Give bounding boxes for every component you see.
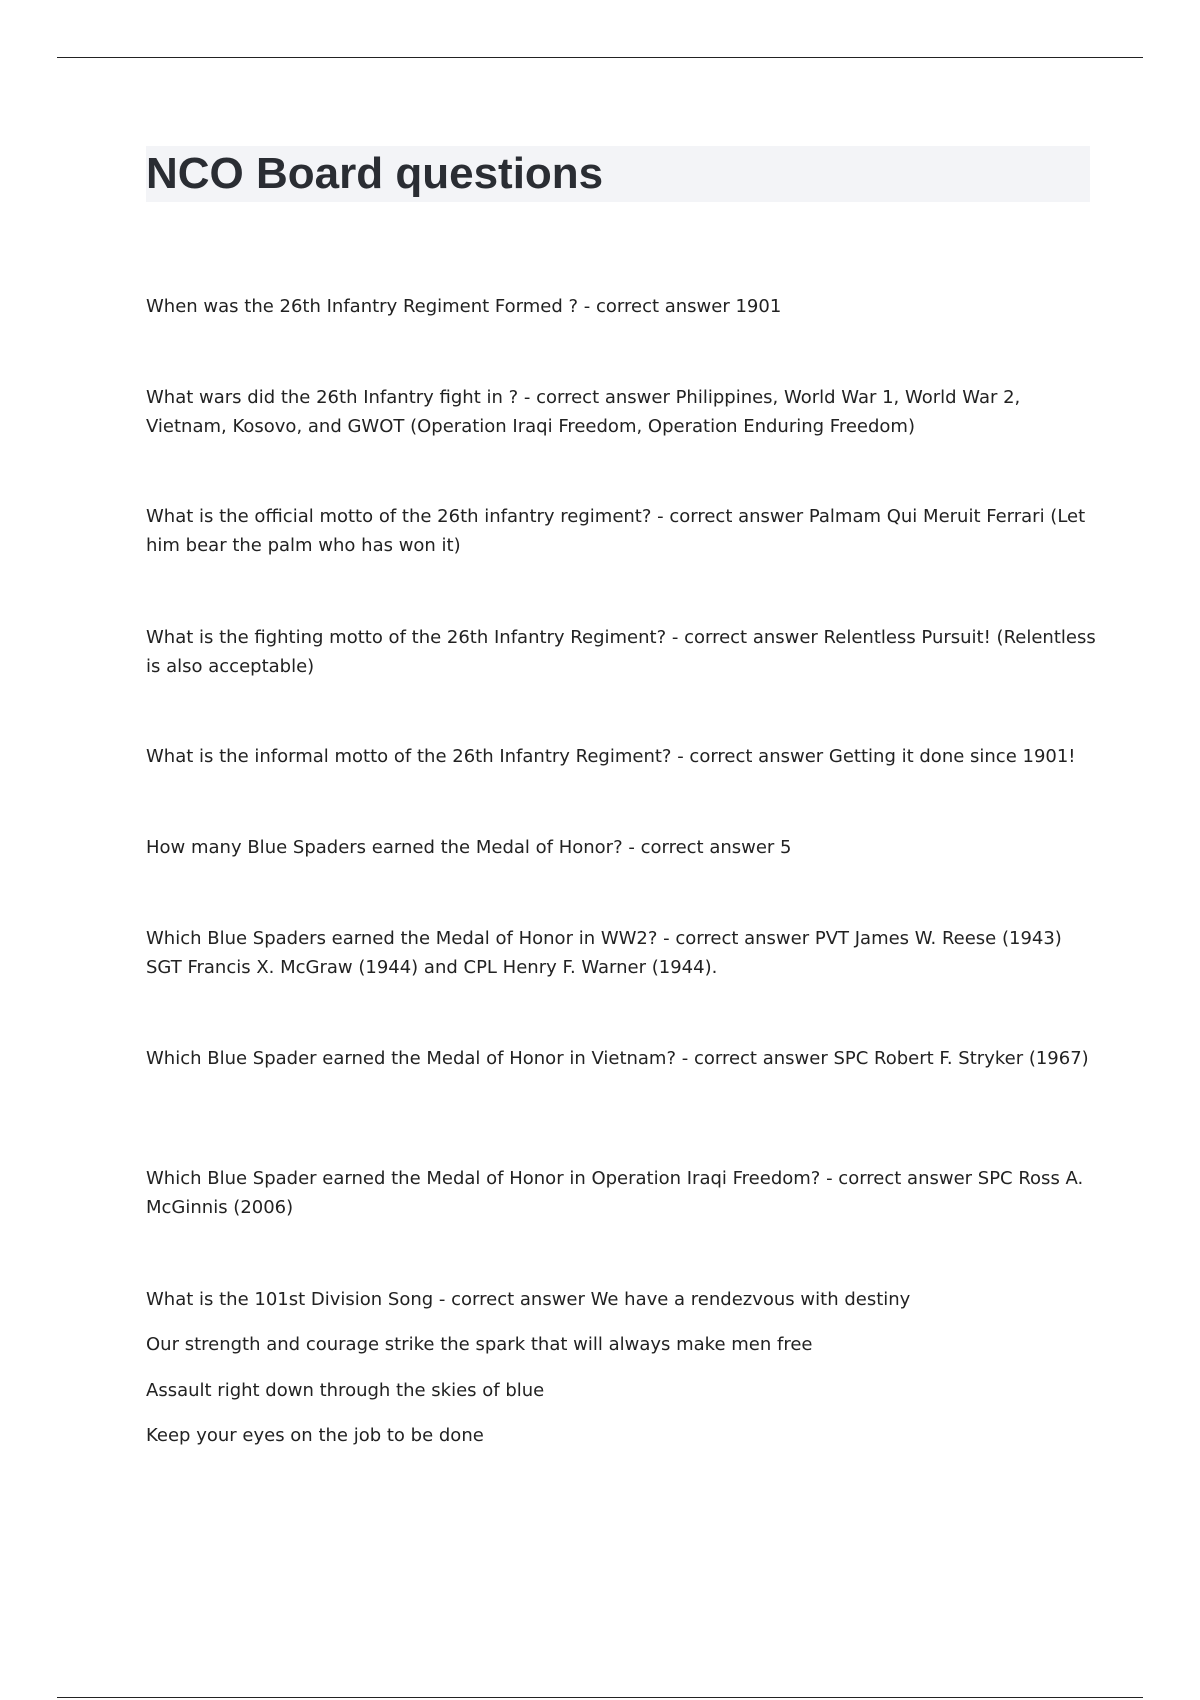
bottom-rule (57, 1697, 1143, 1698)
song-line: Our strength and courage strike the spark that will always make men free (146, 1334, 813, 1355)
qa-item: What is the official motto of the 26th infantry regiment? - correct answer Palmam Qui Meruit Ferrari (Let him bear the palm who has won it) (146, 506, 1086, 556)
qa-item: What is the fighting motto of the 26th Infantry Regiment? - correct answer Relentless Pursuit! (Relentless is also acceptable) (146, 627, 1096, 677)
qa-item: Which Blue Spaders earned the Medal of Honor in WW2? - correct answer PVT James W. Reese (1943) SGT Francis X. McGraw (1944) and CPL Henry F. Warner (1944). (146, 928, 1062, 978)
song-line: Assault right down through the skies of blue (146, 1380, 545, 1401)
qa-item: How many Blue Spaders earned the Medal of Honor? - correct answer 5 (146, 837, 792, 858)
qa-item: Which Blue Spader earned the Medal of Honor in Operation Iraqi Freedom? - correct answer SPC Ross A. McGinnis (2006) (146, 1168, 1084, 1218)
page-title: NCO Board questions (146, 149, 604, 198)
song-line: Keep your eyes on the job to be done (146, 1425, 484, 1446)
song-line: What is the 101st Division Song - correct answer We have a rendezvous with destiny (146, 1289, 911, 1310)
qa-item: When was the 26th Infantry Regiment Formed ? - correct answer 1901 (146, 296, 782, 317)
qa-item: Which Blue Spader earned the Medal of Honor in Vietnam? - correct answer SPC Robert F. Stryker (1967) (146, 1048, 1089, 1069)
qa-item: What wars did the 26th Infantry fight in ? - correct answer Philippines, World War 1, World War 2, Vietnam, Kosovo, and GWOT (Operation Iraqi Freedom, Operation Enduring Freedom) (146, 387, 1021, 437)
qa-item: What is the informal motto of the 26th Infantry Regiment? - correct answer Getting it done since 1901! (146, 746, 1076, 767)
top-rule (57, 57, 1143, 58)
